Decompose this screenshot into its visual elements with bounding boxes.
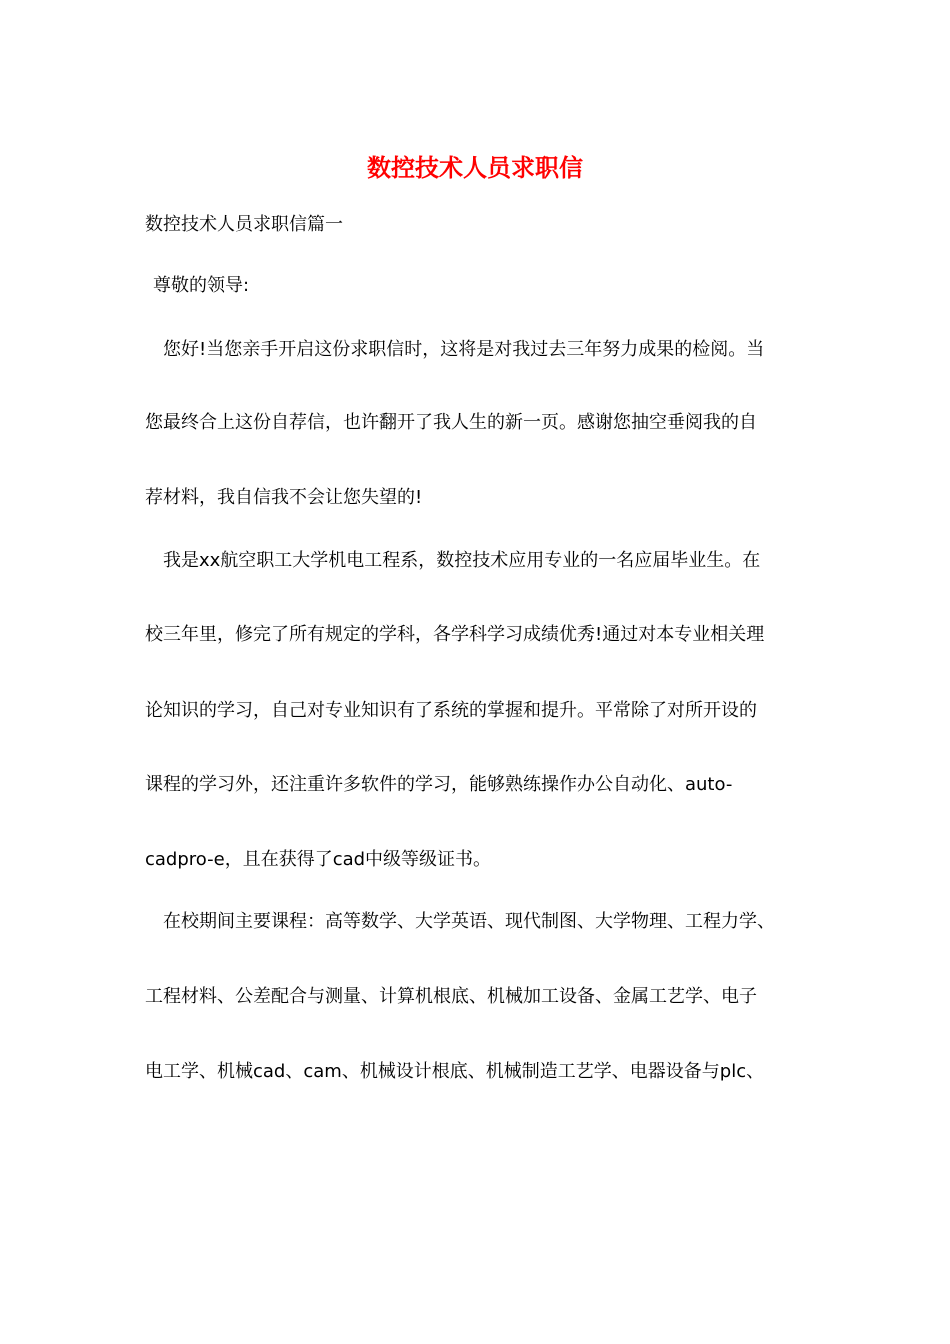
body-line-1: 您好!当您亲手开启这份求职信时，这将是对我过去三年努力成果的检阅。当	[163, 339, 765, 360]
body-line-8: cadpro-e，且在获得了cad中级等级证书。	[145, 849, 492, 870]
salutation: 尊敬的领导:	[153, 275, 250, 296]
body-line-9: 在校期间主要课程：高等数学、大学英语、现代制图、大学物理、工程力学、	[163, 911, 775, 932]
body-line-6: 论知识的学习，自己对专业知识有了系统的掌握和提升。平常除了对所开设的	[145, 700, 757, 721]
body-line-11: 电工学、机械cad、cam、机械设计根底、机械制造工艺学、电器设备与plc、	[145, 1061, 765, 1082]
body-line-5: 校三年里，修完了所有规定的学科，各学科学习成绩优秀!通过对本专业相关理	[145, 624, 765, 645]
body-line-4: 我是xx航空职工大学机电工程系，数控技术应用专业的一名应届毕业生。在	[163, 550, 761, 571]
body-line-2: 您最终合上这份自荐信，也许翻开了我人生的新一页。感谢您抽空垂阅我的自	[145, 412, 757, 433]
body-line-7: 课程的学习外，还注重许多软件的学习，能够熟练操作办公自动化、auto-	[145, 774, 733, 795]
document-title: 数控技术人员求职信	[367, 153, 583, 182]
section-heading: 数控技术人员求职信篇一	[145, 214, 343, 235]
body-line-3: 荐材料，我自信我不会让您失望的!	[145, 487, 423, 508]
body-line-10: 工程材料、公差配合与测量、计算机根底、机械加工设备、金属工艺学、电子	[145, 986, 757, 1007]
